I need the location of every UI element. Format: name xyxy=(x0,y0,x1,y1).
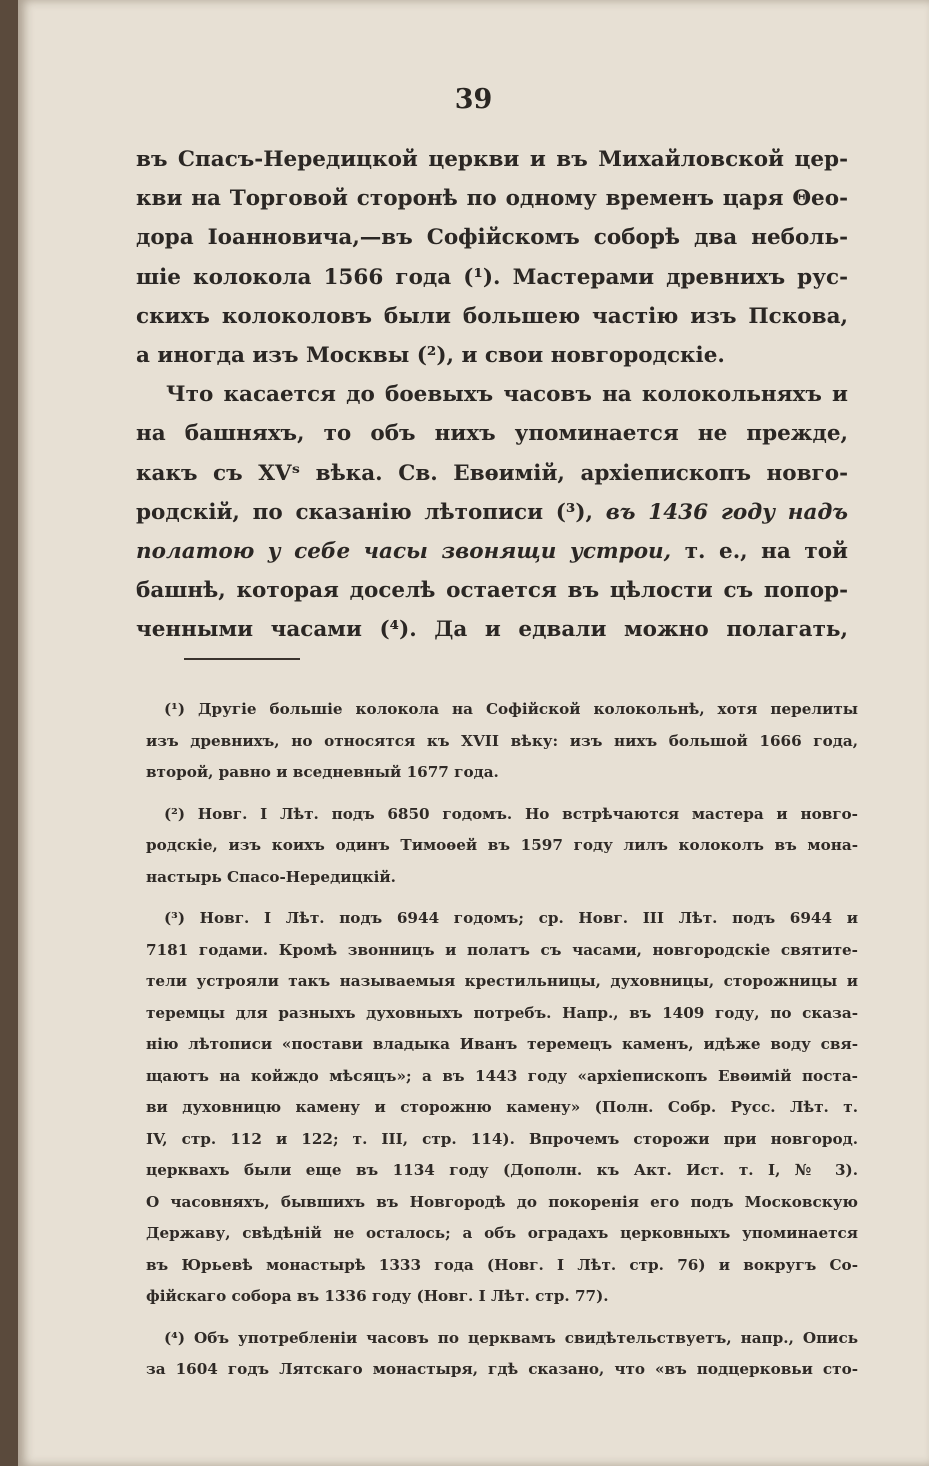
text-line: кви на Торговой сторонѣ по одному временъ царя Θео- xyxy=(136,186,848,212)
text-line: а иногда изъ Москвы (²), и свои новгородскіе. xyxy=(136,343,725,369)
text-line-mixed xyxy=(136,493,848,532)
text-segment: т. е., на той xyxy=(684,539,848,565)
footnote-line: (²) Новг. I Лѣт. подъ 6850 годомъ. Но встрѣчаются мастера и новго- xyxy=(164,804,858,823)
italic-quote: полатою у себе часы звонящи устрои, xyxy=(136,539,672,565)
footnote-line: родскіе, изъ коихъ одинъ Тимоѳей въ 1597 году лилъ колоколъ въ мона- xyxy=(146,836,858,854)
text-line: въ Спасъ-Нередицкой церкви и въ Михайловской цер- xyxy=(136,147,848,172)
text-segment: родскій, по сказанію лѣтописи (³), xyxy=(136,499,594,525)
text-line: дора Іоанновича,—въ Софійскомъ соборѣ два неболь- xyxy=(136,225,848,251)
footnote-line: второй, равно и вседневный 1677 года. xyxy=(146,763,499,781)
page-number: 39 xyxy=(454,84,493,115)
text-line-mixed xyxy=(136,532,848,571)
footnote-line: фійскаго собора въ 1336 году (Новг. I Лѣт. стр. 77). xyxy=(146,1287,609,1305)
footnote-line: за 1604 годъ Лятскаго монастыря, гдѣ сказано, что «въ подцерковьи сто- xyxy=(146,1360,858,1378)
footnote-line: (¹) Другіе большіе колокола на Софійской колокольнѣ, хотя перелиты xyxy=(164,700,858,718)
main-text xyxy=(136,140,848,650)
footnote-line: въ Юрьевѣ монастырѣ 1333 года (Новг. I Лѣт. стр. 76) и вокругъ Со- xyxy=(146,1255,858,1274)
text-line: на башняхъ, то объ нихъ упоминается не прежде, xyxy=(136,421,848,447)
footnote-1 xyxy=(146,694,858,789)
footnote-divider xyxy=(184,658,300,660)
footnote-line: (³) Новг. I Лѣт. подъ 6944 годомъ; ср. Новг. III Лѣт. подъ 6944 и xyxy=(164,909,858,927)
footnote-line: щаютъ на койждо мѣсяцъ»; а въ 1443 году «архіепископъ Евѳимій поста- xyxy=(146,1066,858,1085)
footnote-line: (⁴) Объ употребленіи часовъ по церквамъ свидѣтельствуетъ, напр., Опись xyxy=(164,1328,858,1347)
footnote-3 xyxy=(146,903,858,1313)
italic-quote: въ 1436 году надъ xyxy=(605,499,848,525)
footnote-2 xyxy=(146,799,858,894)
text-line: шіе колокола 1566 года (¹). Мастерами древнихъ рус- xyxy=(136,264,848,290)
text-line: скихъ колоколовъ были большею частію изъ Пскова, xyxy=(136,303,848,329)
footnote-4 xyxy=(146,1323,858,1386)
text-line: башнѣ, которая доселѣ остается въ цѣлости съ попор- xyxy=(136,578,848,604)
book-page xyxy=(18,0,929,1466)
footnote-line: теремцы для разныхъ духовныхъ потребъ. Напр., въ 1409 году, по сказа- xyxy=(146,1003,858,1022)
text-line: какъ съ XVˢ вѣка. Св. Евѳимій, архіепископъ новго- xyxy=(136,460,848,486)
footnotes xyxy=(146,694,858,1396)
text-line: Что касается до боевыхъ часовъ на колокольняхъ и xyxy=(166,382,848,408)
footnote-line: тели устрояли такъ называемыя крестильницы, духовницы, сторожницы и xyxy=(146,972,858,990)
footnote-line: Державу, свѣдѣній не осталось; а объ оградахъ церковныхъ упоминается xyxy=(146,1224,858,1242)
footnote-line: О часовняхъ, бывшихъ въ Новгородѣ до покоренія его подъ Московскую xyxy=(146,1192,858,1211)
footnote-line: изъ древнихъ, но относятся къ XVII вѣку: изъ нихъ большой 1666 года, xyxy=(146,731,858,750)
footnote-line: IV, стр. 112 и 122; т. III, стр. 114). Впрочемъ сторожи при новгород. xyxy=(146,1129,858,1148)
footnote-line: ви духовницю камену и сторожню камену» (Полн. Собр. Русс. Лѣт. т. xyxy=(146,1098,858,1116)
footnote-line: нію лѣтописи «постави владыка Иванъ теремецъ каменъ, идѣже воду свя- xyxy=(146,1035,858,1053)
text-line: ченными часами (⁴). Да и едвали можно полагать, xyxy=(136,617,848,643)
footnote-line: настырь Спасо-Нередицкій. xyxy=(146,867,396,886)
footnote-line: 7181 годами. Кромѣ звонницъ и полатъ съ часами, новгородскіе святите- xyxy=(146,940,858,959)
footnote-line: церквахъ были еще въ 1134 году (Дополн. къ Акт. Ист. т. I, № 3). xyxy=(146,1161,858,1179)
